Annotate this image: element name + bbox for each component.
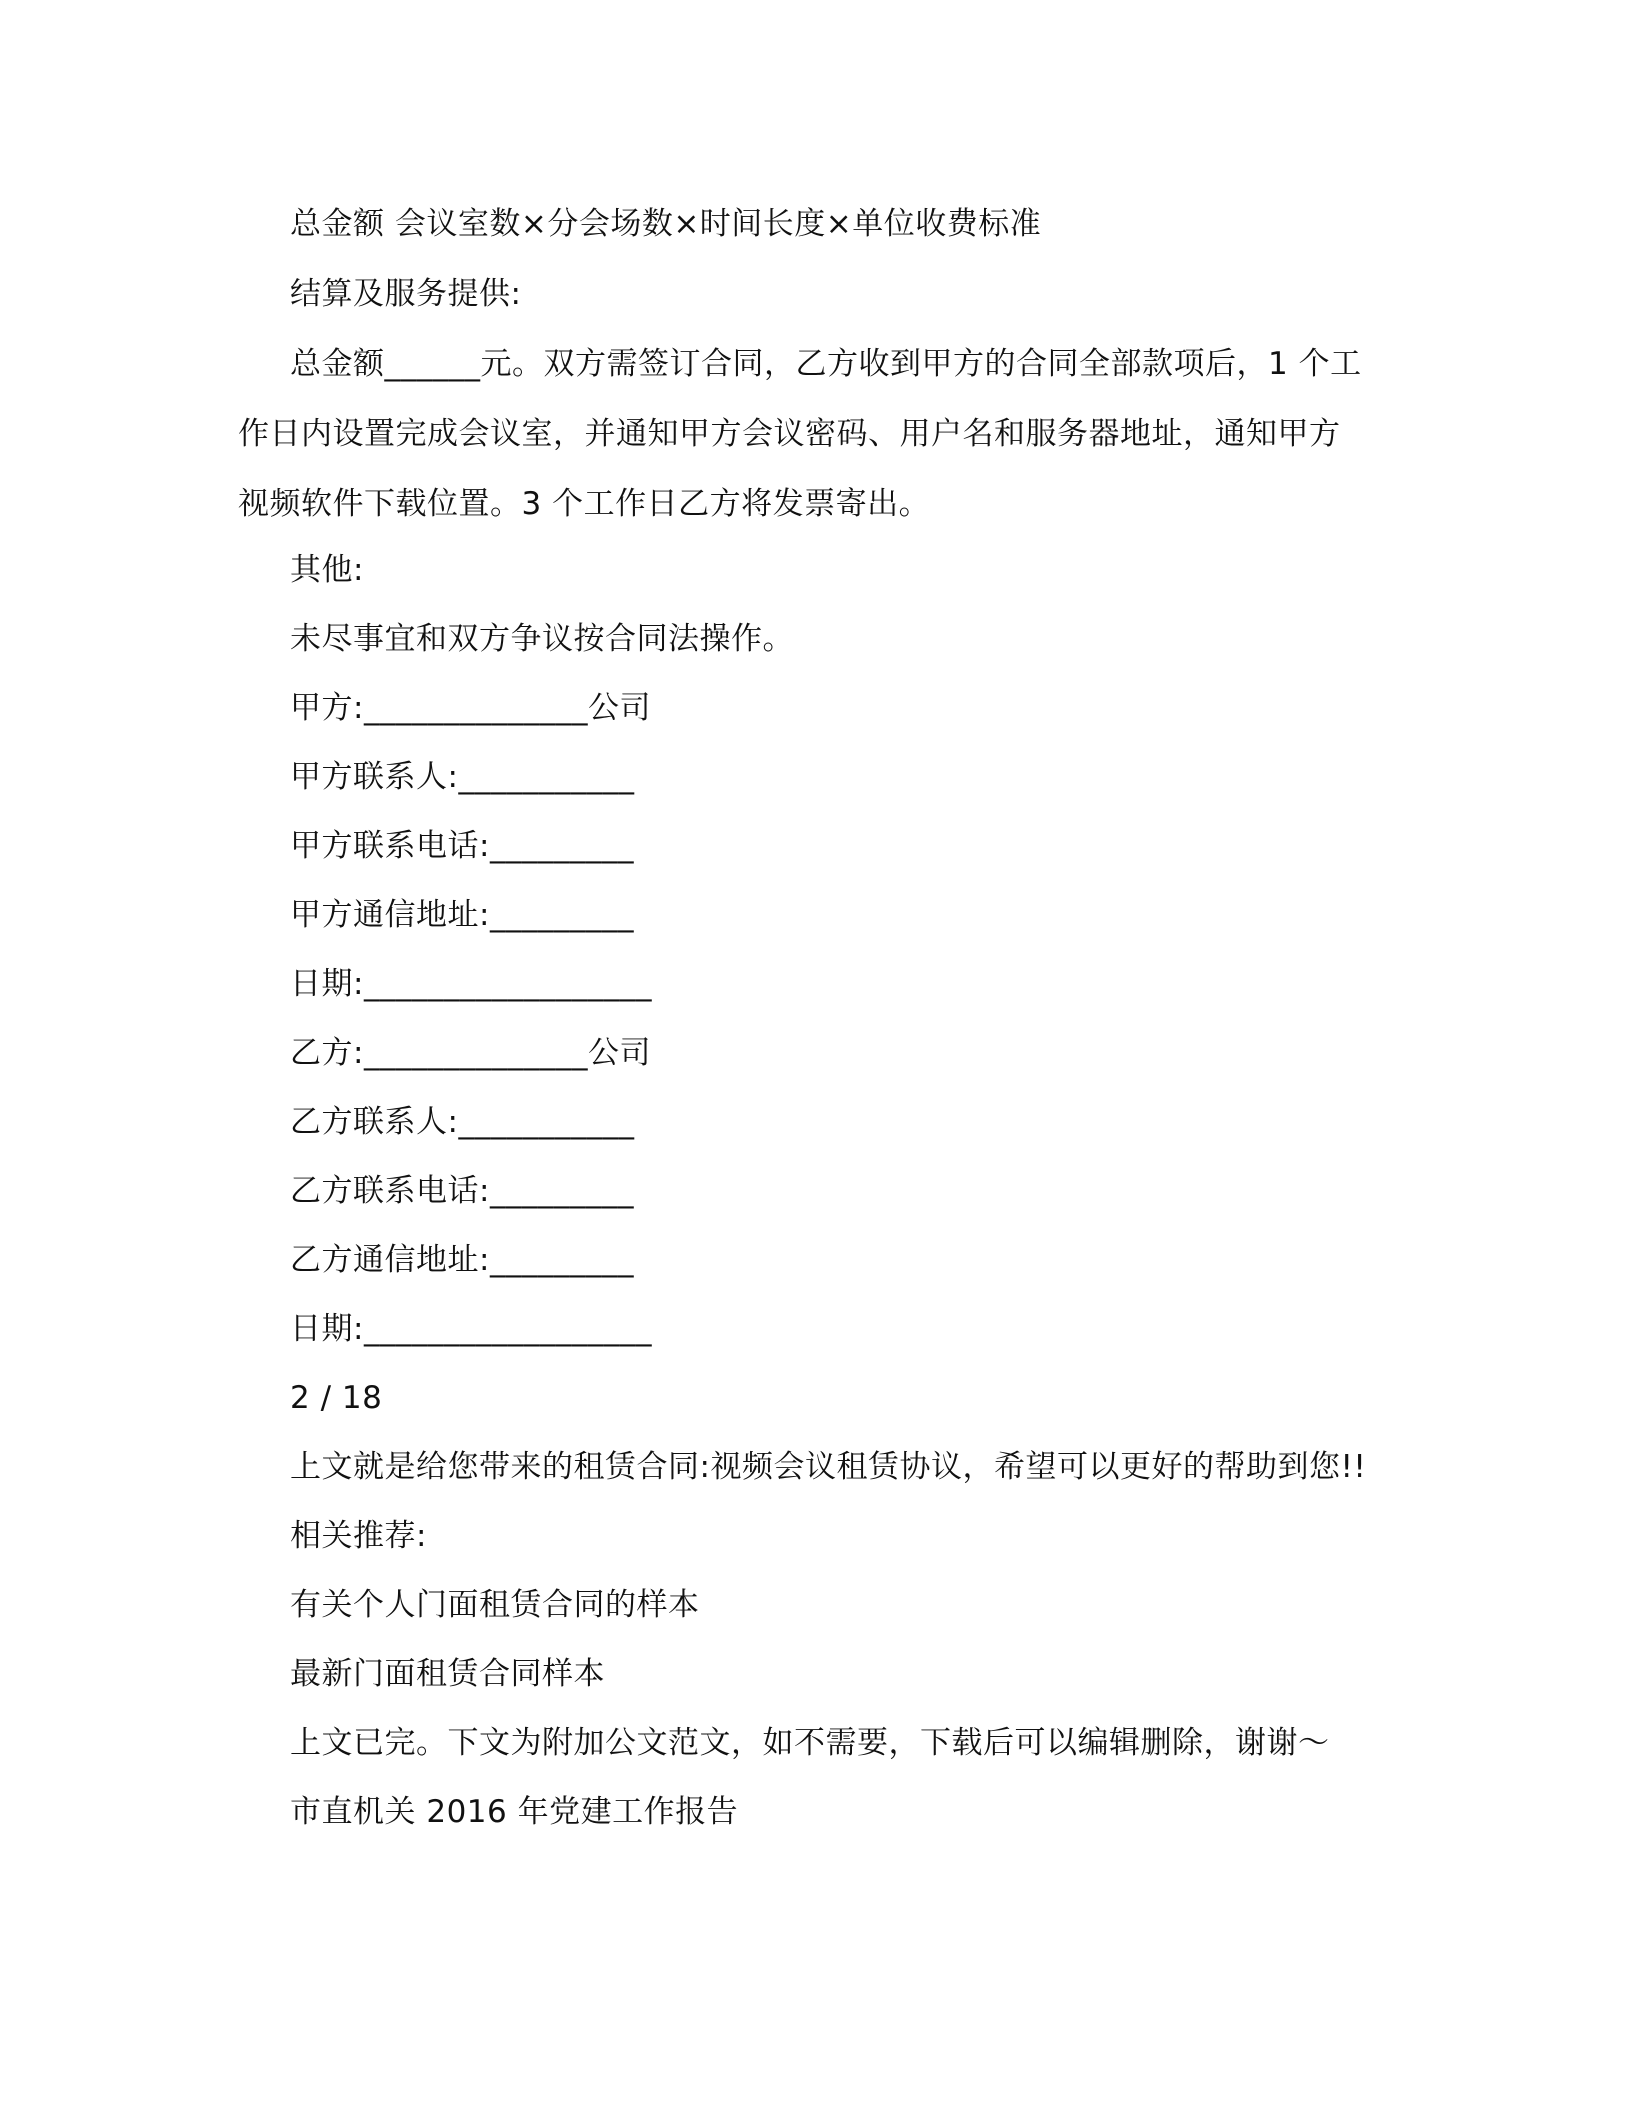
settlement-line-3: 视频软件下载位置。3 个工作日乙方将发票寄出。 (238, 486, 931, 522)
appendix-title: 市直机关 2016 年党建工作报告 (290, 1794, 739, 1830)
party-b-company: 乙方:______________公司 (290, 1035, 651, 1071)
page-number: 2 / 18 (290, 1380, 383, 1416)
party-a-contact: 甲方联系人:___________ (290, 759, 635, 795)
settlement-line-2: 作日内设置完成会议室，并通知甲方会议密码、用户名和服务器地址，通知甲方 (238, 416, 1341, 452)
appendix-note: 上文已完。下文为附加公文范文，如不需要，下载后可以编辑删除，谢谢～ (290, 1725, 1330, 1761)
party-a-company: 甲方:______________公司 (290, 690, 651, 726)
related-link-2[interactable]: 最新门面租赁合同样本 (290, 1656, 605, 1692)
closing-text: 上文就是给您带来的租赁合同:视频会议租赁协议，希望可以更好的帮助到您!! (290, 1449, 1367, 1485)
settlement-paragraph (238, 329, 1378, 539)
party-b-contact: 乙方联系人:___________ (290, 1104, 635, 1140)
settlement-line-1: 总金额______元。双方需签订合同，乙方收到甲方的合同全部款项后，1 个工 (290, 346, 1362, 382)
settlement-heading: 结算及服务提供: (290, 276, 522, 312)
party-a-date: 日期:__________________ (290, 966, 652, 1002)
related-heading: 相关推荐: (290, 1518, 427, 1554)
other-text: 未尽事宜和双方争议按合同法操作。 (290, 621, 794, 657)
other-heading: 其他: (290, 552, 364, 588)
fee-formula: 总金额 会议室数×分会场数×时间长度×单位收费标准 (290, 206, 1042, 242)
party-a-phone: 甲方联系电话:_________ (290, 828, 634, 864)
related-link-1[interactable]: 有关个人门面租赁合同的样本 (290, 1587, 700, 1623)
party-b-date: 日期:__________________ (290, 1311, 652, 1347)
party-a-address: 甲方通信地址:_________ (290, 897, 634, 933)
party-b-address: 乙方通信地址:_________ (290, 1242, 634, 1278)
party-b-phone: 乙方联系电话:_________ (290, 1173, 634, 1209)
